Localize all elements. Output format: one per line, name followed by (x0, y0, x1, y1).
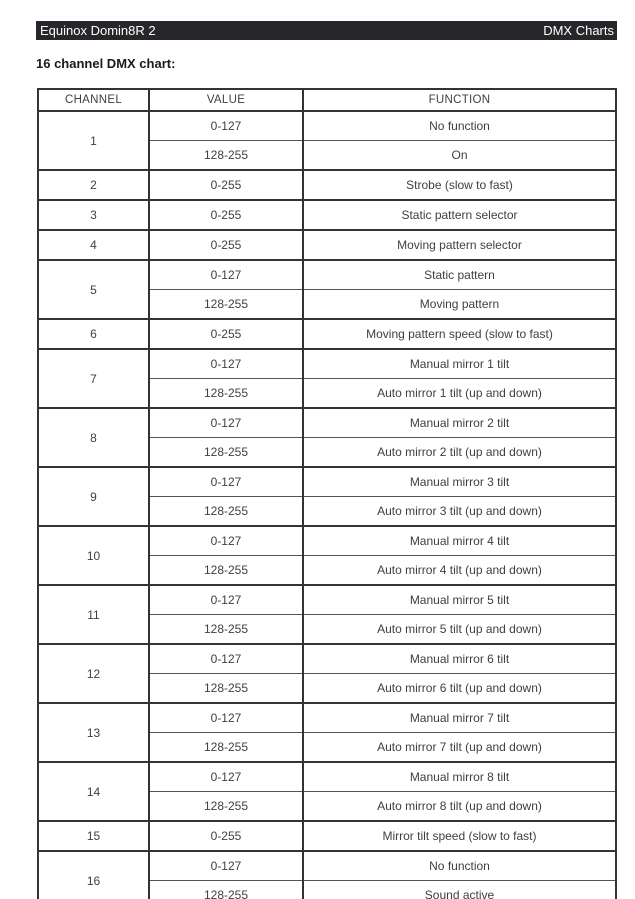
value-cell: 0-127 (149, 585, 303, 615)
function-cell: Moving pattern speed (slow to fast) (303, 319, 616, 349)
table-row (38, 408, 616, 438)
value-cell: 128-255 (149, 881, 303, 899)
value-cell: 128-255 (149, 290, 303, 320)
table-row (38, 111, 616, 141)
function-cell: Sound active (303, 881, 616, 899)
value-cell: 0-255 (149, 230, 303, 260)
channel-cell: 14 (38, 762, 149, 821)
table-row (38, 349, 616, 379)
value-cell: 128-255 (149, 674, 303, 704)
value-cell: 0-255 (149, 200, 303, 230)
function-cell: Manual mirror 3 tilt (303, 467, 616, 497)
table-row (38, 762, 616, 792)
value-cell: 0-127 (149, 644, 303, 674)
function-cell: Moving pattern (303, 290, 616, 320)
table-row (38, 851, 616, 881)
function-cell: Auto mirror 2 tilt (up and down) (303, 438, 616, 468)
function-cell: Auto mirror 1 tilt (up and down) (303, 379, 616, 409)
function-cell: Moving pattern selector (303, 230, 616, 260)
function-cell: Manual mirror 7 tilt (303, 703, 616, 733)
value-cell: 0-127 (149, 349, 303, 379)
value-cell: 0-127 (149, 260, 303, 290)
function-cell: Manual mirror 4 tilt (303, 526, 616, 556)
channel-cell: 9 (38, 467, 149, 526)
value-cell: 0-127 (149, 408, 303, 438)
channel-cell: 3 (38, 200, 149, 230)
page-title: 16 channel DMX chart: (36, 56, 176, 71)
dmx-table-body (38, 111, 616, 899)
value-cell: 0-127 (149, 703, 303, 733)
function-cell: Mirror tilt speed (slow to fast) (303, 821, 616, 851)
value-cell: 0-127 (149, 762, 303, 792)
table-row (38, 821, 616, 851)
function-cell: Auto mirror 8 tilt (up and down) (303, 792, 616, 822)
channel-cell: 6 (38, 319, 149, 349)
table-row (38, 230, 616, 260)
value-cell: 128-255 (149, 792, 303, 822)
value-cell: 0-255 (149, 319, 303, 349)
function-cell: Manual mirror 1 tilt (303, 349, 616, 379)
value-cell: 0-255 (149, 821, 303, 851)
value-cell: 128-255 (149, 141, 303, 171)
value-cell: 128-255 (149, 379, 303, 409)
channel-cell: 2 (38, 170, 149, 200)
function-cell: Auto mirror 5 tilt (up and down) (303, 615, 616, 645)
table-row (38, 585, 616, 615)
table-header-row (38, 89, 616, 111)
channel-cell: 4 (38, 230, 149, 260)
function-cell: No function (303, 111, 616, 141)
function-cell: Strobe (slow to fast) (303, 170, 616, 200)
channel-cell: 7 (38, 349, 149, 408)
value-cell: 0-127 (149, 111, 303, 141)
table-row (38, 644, 616, 674)
function-cell: Manual mirror 2 tilt (303, 408, 616, 438)
value-cell: 128-255 (149, 556, 303, 586)
table-row (38, 200, 616, 230)
table-row (38, 260, 616, 290)
value-cell: 128-255 (149, 497, 303, 527)
value-cell: 128-255 (149, 615, 303, 645)
function-cell: Static pattern selector (303, 200, 616, 230)
table-row (38, 526, 616, 556)
table-row (38, 170, 616, 200)
page-header-bar (36, 21, 617, 40)
column-header-value: VALUE (149, 89, 303, 111)
value-cell: 128-255 (149, 733, 303, 763)
device-name-label: Equinox Domin8R 2 (40, 22, 156, 38)
dmx-chart-table (37, 88, 617, 899)
function-cell: On (303, 141, 616, 171)
column-header-function: FUNCTION (303, 89, 616, 111)
channel-cell: 8 (38, 408, 149, 467)
function-cell: No function (303, 851, 616, 881)
function-cell: Manual mirror 6 tilt (303, 644, 616, 674)
column-header-channel: CHANNEL (38, 89, 149, 111)
function-cell: Manual mirror 8 tilt (303, 762, 616, 792)
channel-cell: 5 (38, 260, 149, 319)
table-row (38, 703, 616, 733)
channel-cell: 12 (38, 644, 149, 703)
value-cell: 0-127 (149, 851, 303, 881)
channel-cell: 11 (38, 585, 149, 644)
function-cell: Auto mirror 6 tilt (up and down) (303, 674, 616, 704)
channel-cell: 15 (38, 821, 149, 851)
function-cell: Static pattern (303, 260, 616, 290)
function-cell: Auto mirror 4 tilt (up and down) (303, 556, 616, 586)
table-row (38, 467, 616, 497)
function-cell: Auto mirror 7 tilt (up and down) (303, 733, 616, 763)
value-cell: 0-255 (149, 170, 303, 200)
value-cell: 0-127 (149, 467, 303, 497)
value-cell: 128-255 (149, 438, 303, 468)
section-name-label: DMX Charts (543, 22, 614, 38)
function-cell: Auto mirror 3 tilt (up and down) (303, 497, 616, 527)
function-cell: Manual mirror 5 tilt (303, 585, 616, 615)
value-cell: 0-127 (149, 526, 303, 556)
channel-cell: 10 (38, 526, 149, 585)
table-row (38, 319, 616, 349)
channel-cell: 16 (38, 851, 149, 899)
channel-cell: 1 (38, 111, 149, 170)
channel-cell: 13 (38, 703, 149, 762)
